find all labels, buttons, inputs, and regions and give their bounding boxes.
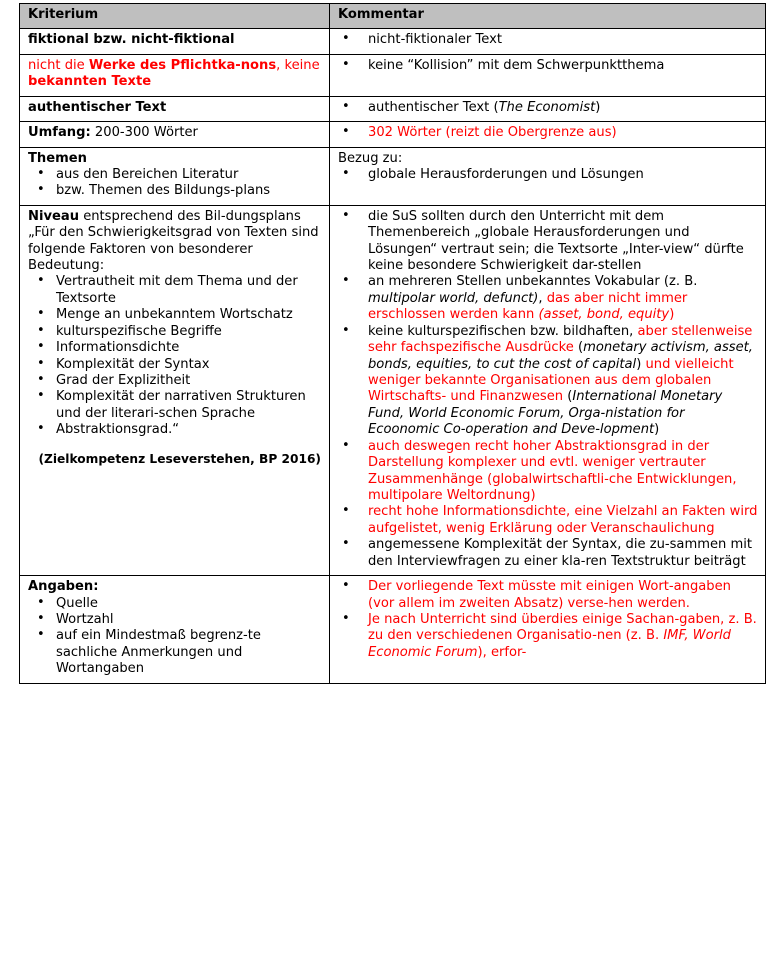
bullet-list xyxy=(338,579,759,661)
header-row xyxy=(20,4,766,29)
text-run: , keine xyxy=(276,57,320,73)
column-header-kriterium: Kriterium xyxy=(20,4,330,29)
text-run: Komplexität der Syntax xyxy=(56,356,210,372)
bullet-item xyxy=(338,32,759,48)
bullet-item xyxy=(28,612,323,628)
criteria-table xyxy=(19,3,766,684)
text-run: , xyxy=(538,290,547,306)
bullet-item xyxy=(338,100,759,116)
cell-criterion-umfang xyxy=(20,122,330,147)
paragraph xyxy=(28,579,323,595)
text-run: „Für den Schwierigkeitsgrad von Texten sind folgende Faktoren von besonderer Bedeutung: xyxy=(28,225,319,274)
table-row xyxy=(20,96,766,121)
paragraph xyxy=(28,32,323,48)
bullet-item xyxy=(338,167,759,183)
paragraph xyxy=(28,151,323,167)
bullet-item xyxy=(28,357,323,373)
text-run: ( xyxy=(577,340,584,356)
text-run: ) xyxy=(669,307,675,323)
paragraph xyxy=(338,151,759,167)
bullet-item xyxy=(28,373,323,389)
table-row xyxy=(20,576,766,684)
text-run: Informationsdichte xyxy=(56,340,180,356)
bullet-item xyxy=(28,422,323,438)
paragraph xyxy=(28,100,323,116)
cell-criterion-authentisch xyxy=(20,96,330,121)
cell-criterion-fiktional xyxy=(20,29,330,54)
text-run: authentischer Text ( xyxy=(368,99,499,115)
table-row xyxy=(20,205,766,575)
text-run: authentischer Text xyxy=(28,99,167,115)
cell-comment-angaben xyxy=(330,576,766,684)
cell-criterion-pflichtkanon xyxy=(20,54,330,96)
column-header-kommentar: Kommentar xyxy=(330,4,766,29)
text-run: aber stellenweise sehr fachspezifische Ausdrücke xyxy=(368,323,753,356)
text-run: 200-300 Wörter xyxy=(90,125,198,141)
text-run: angemessene Komplexität der Syntax, die zu-sammen mit den Interviewfragen zu einer kla-ren Textstruktur beiträgt xyxy=(368,537,752,569)
text-run: keine “Kollision” mit dem Schwerpunktthema xyxy=(368,57,665,73)
text-run: ) xyxy=(595,99,601,115)
bullet-list xyxy=(338,58,759,74)
table-row xyxy=(20,122,766,147)
text-run: Vertrautheit mit dem Thema und der Textsorte xyxy=(56,274,298,306)
text-run: fiktional bzw. nicht-fiktional xyxy=(28,32,235,48)
table-row xyxy=(20,29,766,54)
bullet-item xyxy=(28,596,323,612)
text-run: Themen xyxy=(28,150,87,166)
bullet-list xyxy=(28,596,323,678)
cell-criterion-niveau xyxy=(20,205,330,575)
cell-criterion-themen xyxy=(20,147,330,205)
bullet-item xyxy=(338,125,759,141)
text-run: (asset, bond, equity xyxy=(538,307,670,323)
text-run: ( xyxy=(567,389,573,405)
bullet-item xyxy=(338,274,759,323)
text-run: Umfang: xyxy=(28,125,91,141)
bullet-list xyxy=(28,274,323,438)
bullet-item xyxy=(28,628,323,677)
text-run: nicht-fiktionaler Text xyxy=(368,32,502,48)
text-run: ) xyxy=(654,422,660,438)
bullet-item xyxy=(338,537,759,570)
table-row xyxy=(20,147,766,205)
text-run: Niveau xyxy=(28,208,80,224)
text-run: nicht die xyxy=(28,57,89,73)
text-run: aus den Bereichen Literatur xyxy=(56,166,239,182)
paragraph xyxy=(28,125,323,141)
text-run: Komplexität der narrativen Strukturen und der literari-schen Sprache xyxy=(56,389,306,421)
bullet-item xyxy=(338,579,759,612)
text-run: nons xyxy=(240,57,277,73)
cell-comment-niveau xyxy=(330,205,766,575)
text-run: an mehreren Stellen unbekanntes Vokabular (z. B. xyxy=(368,274,698,290)
text-run: Je nach Unterricht sind überdies einige Sachan-gaben, z. B. zu den verschiedenen Organisatio-nen (z. B. xyxy=(368,611,757,644)
text-run: Werke des Pflichtka- xyxy=(88,57,241,73)
bullet-list xyxy=(338,100,759,116)
bullet-item xyxy=(338,612,759,661)
text-run: Grad der Explizitheit xyxy=(56,373,191,389)
text-run: monetary activism, asset, bonds, equities, to cut the cost of capital xyxy=(368,340,753,372)
cell-comment-umfang xyxy=(330,122,766,147)
text-run: Quelle xyxy=(56,595,98,611)
bullet-list xyxy=(28,167,323,200)
text-run: The Economist xyxy=(498,99,596,115)
text-run: globale Herausforderungen und Lösungen xyxy=(368,166,644,182)
cell-comment-authentisch xyxy=(330,96,766,121)
table-header xyxy=(20,4,766,29)
text-run: Wortzahl xyxy=(56,611,114,627)
cell-comment-fiktional xyxy=(330,29,766,54)
bullet-item xyxy=(338,324,759,439)
text-run: bekannten Texte xyxy=(28,74,152,90)
text-run: Der vorliegende Text müsste mit einigen Wort-angaben (vor allem im zweiten Absatz) verse-hen werden. xyxy=(368,579,731,611)
table-row xyxy=(20,54,766,96)
bullet-item xyxy=(28,183,323,199)
text-run: multipolar world, defunct) xyxy=(368,290,539,306)
table-body xyxy=(20,29,766,683)
text-run: bzw. Themen des Bildungs-​plans xyxy=(56,183,271,199)
paragraph xyxy=(28,58,323,91)
text-run: ) xyxy=(636,356,646,372)
paragraph xyxy=(28,209,323,225)
bullet-item xyxy=(338,439,759,505)
text-run: International Monetary Fund, World Economic Forum, Orga-nistation for Ecoonomic Co-operation and Deve-lopment xyxy=(368,389,723,438)
text-run: auch deswegen recht hoher Abstraktionsgrad in der Darstellung komplexer und evtl. weniger vertrauter Zusammenhänge (globalwirtschaftli-che Entwicklungen, multipolare Weltordnung) xyxy=(368,438,737,503)
text-run: das aber nicht immer erschlossen werden kann xyxy=(368,290,688,323)
text-run: Bezug zu: xyxy=(338,150,403,166)
cell-comment-pflichtkanon xyxy=(330,54,766,96)
text-run: Abstraktionsgrad.“ xyxy=(56,422,180,438)
text-run: keine kulturspezifischen bzw. bildhaften, xyxy=(368,323,638,339)
bullet-item xyxy=(28,167,323,183)
bullet-item xyxy=(28,340,323,356)
text-run: kulturspezifische Begriffe xyxy=(56,323,222,339)
bullet-item xyxy=(338,209,759,275)
text-run: auf ein Mindestmaß begrenz-te sachliche Anmerkungen und Wortangaben xyxy=(56,628,261,677)
text-run: recht hohe Informationsdichte, eine Vielzahl an Fakten wird aufgelistet, wenig Erklärung oder Veranschaulichung xyxy=(368,504,758,536)
text-run: Menge an unbekanntem Wortschatz xyxy=(56,307,293,323)
cell-comment-themen xyxy=(330,147,766,205)
text-run: die SuS sollten durch den Unterricht mit dem Themenbereich „globale Herausforderungen und Lösungen“ vertraut sein; die Textsorte „Inter-view“ dürfte keine besondere Schwierigkeit dar-stellen xyxy=(368,208,744,274)
text-run: 302 Wörter (reizt die Obergrenze aus) xyxy=(368,125,617,141)
bullet-item xyxy=(338,504,759,537)
bullet-item xyxy=(338,58,759,74)
bullet-item xyxy=(28,307,323,323)
bullet-list xyxy=(338,167,759,183)
text-run: und vielleicht weniger bekannte Organisationen aus dem globalen Wirtschafts- und Finanzwesen xyxy=(368,356,734,405)
bullet-list xyxy=(338,125,759,141)
bullet-item xyxy=(28,389,323,422)
paragraph xyxy=(28,225,323,274)
text-run: ), erfor- xyxy=(477,644,527,660)
bullet-item xyxy=(28,274,323,307)
cell-criterion-angaben xyxy=(20,576,330,684)
source-attribution: (Zielkompetenz Leseverstehen, BP 2016) xyxy=(38,451,321,466)
bullet-item xyxy=(28,324,323,340)
bullet-list xyxy=(338,32,759,48)
text-run: entsprechend des Bil-dungsplans xyxy=(79,208,301,224)
text-run: Angaben: xyxy=(28,579,99,595)
text-run: IMF, World Economic Forum xyxy=(368,628,731,660)
bullet-list xyxy=(338,209,759,570)
